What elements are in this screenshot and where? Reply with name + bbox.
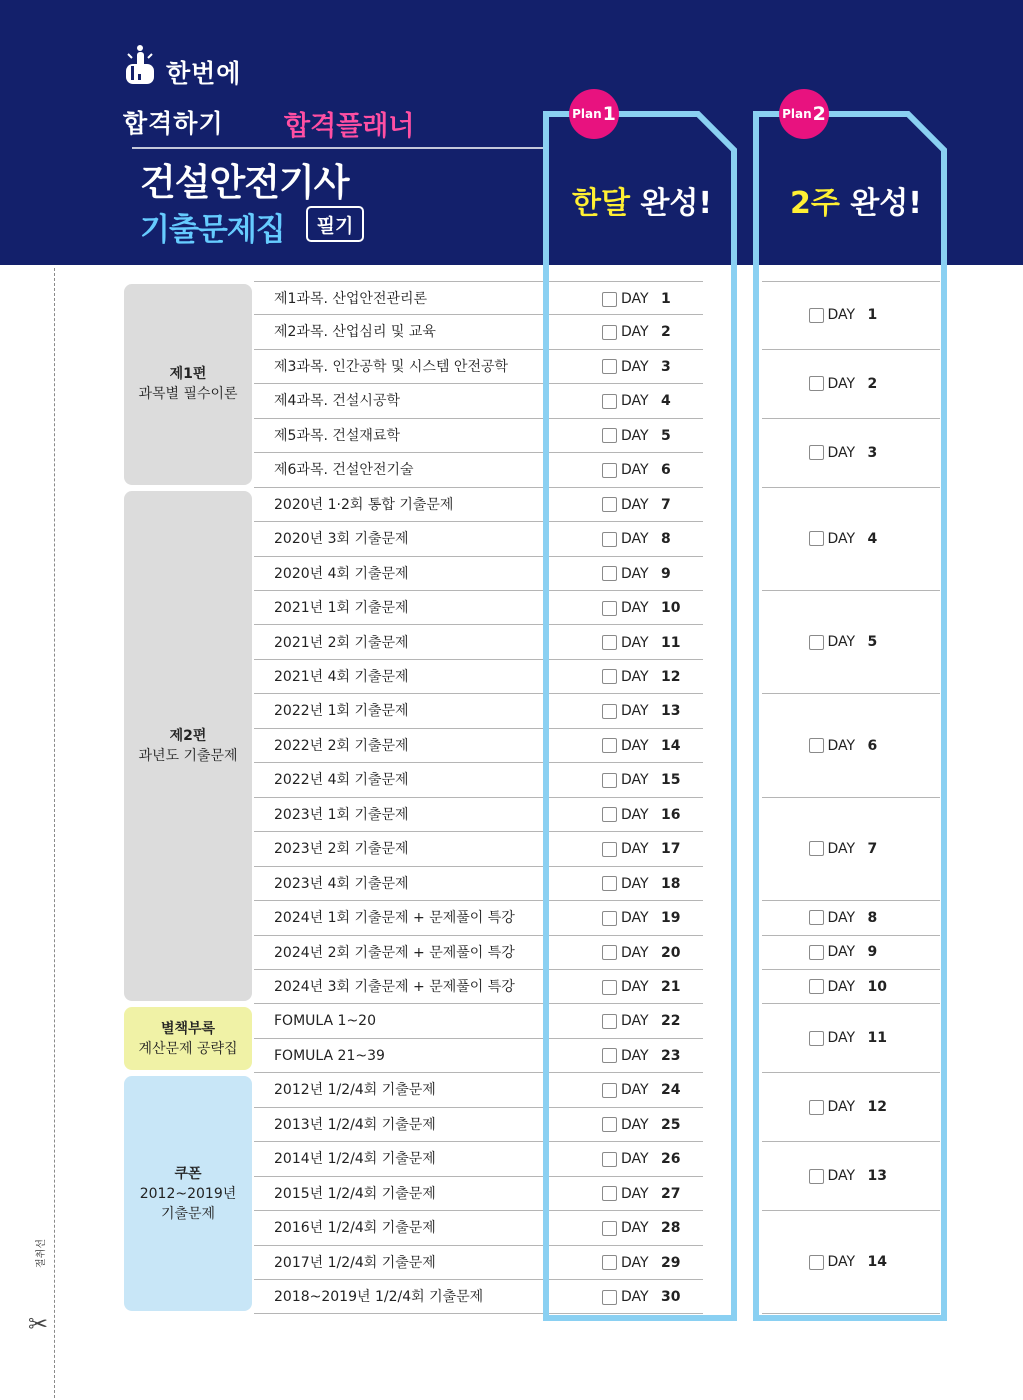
day-label: DAY bbox=[621, 462, 649, 479]
day-number: 28 bbox=[661, 1220, 681, 1237]
subject-label: 2022년 1회 기출문제 bbox=[274, 703, 409, 720]
day-number: 30 bbox=[661, 1289, 681, 1306]
plan1-title bbox=[572, 178, 712, 222]
subject-label: 2022년 4회 기출문제 bbox=[274, 772, 409, 789]
day-number: 6 bbox=[661, 462, 671, 479]
day-label: DAY bbox=[827, 1254, 856, 1271]
subject-label: 2020년 4회 기출문제 bbox=[274, 565, 409, 582]
day-number: 7 bbox=[661, 496, 671, 513]
day-number: 15 bbox=[661, 772, 681, 789]
day-label: DAY bbox=[827, 1168, 856, 1185]
day-label: DAY bbox=[621, 772, 649, 789]
day-label: DAY bbox=[621, 944, 649, 961]
day-label: DAY bbox=[621, 565, 649, 582]
day-label: DAY bbox=[621, 1116, 649, 1133]
day-number: 1 bbox=[661, 291, 671, 307]
day-label: DAY bbox=[827, 909, 856, 926]
day-label: DAY bbox=[621, 324, 649, 341]
subject-label: 2021년 4회 기출문제 bbox=[274, 668, 409, 685]
subject-label: FOMULA 1~20 bbox=[274, 1013, 376, 1030]
subject-label: 2022년 2회 기출문제 bbox=[274, 737, 409, 754]
day-label: DAY bbox=[621, 393, 649, 410]
day-label: DAY bbox=[827, 737, 856, 754]
section-subtitle: 기출문제 bbox=[160, 1205, 216, 1222]
day-number: 13 bbox=[867, 1168, 887, 1185]
subject-label: FOMULA 21~39 bbox=[274, 1047, 385, 1064]
day-label: DAY bbox=[621, 841, 649, 858]
subject-label: 2024년 3회 기출문제 + 문제풀이 특강 bbox=[274, 979, 515, 995]
day-number: 23 bbox=[661, 1047, 681, 1064]
day-label: DAY bbox=[621, 1151, 649, 1168]
day-number: 29 bbox=[661, 1254, 681, 1271]
scissors-icon: ✂ bbox=[28, 1310, 49, 1338]
day-number: 20 bbox=[661, 944, 681, 961]
subject-label: 2018~2019년 1/2/4회 기출문제 bbox=[274, 1289, 484, 1306]
day-label: DAY bbox=[621, 668, 649, 685]
plan2-badge bbox=[779, 89, 829, 139]
day-number: 2 bbox=[661, 324, 671, 341]
day-label: DAY bbox=[621, 875, 649, 892]
day-label: DAY bbox=[827, 444, 856, 461]
day-number: 14 bbox=[661, 737, 681, 754]
day-label: DAY bbox=[621, 1185, 649, 1202]
subject-label: 2020년 1·2회 통합 기출문제 bbox=[274, 496, 454, 513]
day-number: 1 bbox=[867, 307, 878, 324]
day-number: 9 bbox=[661, 565, 671, 582]
subject-label: 제4과목. 건설시공학 bbox=[274, 393, 400, 410]
day-number: 13 bbox=[661, 703, 681, 720]
subject-label: 2020년 3회 기출문제 bbox=[274, 531, 409, 548]
day-number: 3 bbox=[661, 358, 671, 375]
plan2-badge-number: 2 bbox=[812, 103, 826, 125]
day-number: 7 bbox=[867, 840, 878, 857]
subject-label: 2012년 1/2/4회 기출문제 bbox=[274, 1082, 436, 1099]
day-label: DAY bbox=[827, 944, 856, 961]
subject-label: 2017년 1/2/4회 기출문제 bbox=[274, 1254, 436, 1271]
day-label: DAY bbox=[827, 634, 856, 651]
day-label: DAY bbox=[621, 531, 649, 548]
plan1-badge bbox=[569, 89, 619, 139]
day-label: DAY bbox=[621, 427, 649, 444]
subject-label: 2023년 1회 기출문제 bbox=[274, 806, 409, 823]
section-title: 제2편 bbox=[169, 728, 207, 745]
section-subtitle: 과목별 필수이론 bbox=[138, 386, 238, 403]
subject-label: 제1과목. 산업안전관리론 bbox=[274, 291, 428, 307]
subject-label: 2015년 1/2/4회 기출문제 bbox=[274, 1185, 436, 1202]
section-subtitle: 계산문제 공략집 bbox=[138, 1040, 238, 1057]
subject-label: 제3과목. 인간공학 및 시스템 안전공학 bbox=[274, 358, 509, 375]
plan1-title-rest: 완성! bbox=[629, 186, 713, 221]
book-subtitle: 기출문제집 bbox=[140, 212, 285, 248]
day-label: DAY bbox=[621, 1047, 649, 1064]
day-number: 19 bbox=[661, 910, 681, 927]
day-label: DAY bbox=[621, 1254, 649, 1271]
book-title: 건설안전기사 bbox=[140, 161, 349, 204]
subject-label: 2023년 4회 기출문제 bbox=[274, 875, 409, 892]
day-label: DAY bbox=[621, 634, 649, 651]
subject-label: 2023년 2회 기출문제 bbox=[274, 841, 409, 858]
subject-label: 제6과목. 건설안전기술 bbox=[274, 462, 414, 479]
day-number: 4 bbox=[867, 530, 878, 547]
day-number: 9 bbox=[867, 944, 878, 961]
day-label: DAY bbox=[827, 375, 856, 392]
day-label: DAY bbox=[621, 600, 649, 617]
day-label: DAY bbox=[827, 530, 856, 547]
day-label: DAY bbox=[621, 979, 649, 995]
day-number: 17 bbox=[661, 841, 681, 858]
day-number: 11 bbox=[661, 634, 681, 651]
day-number: 26 bbox=[661, 1151, 681, 1168]
day-label: DAY bbox=[621, 1289, 649, 1306]
section-title: 쿠폰 bbox=[174, 1165, 202, 1182]
day-number: 12 bbox=[661, 668, 681, 685]
day-number: 22 bbox=[661, 1013, 681, 1030]
day-number: 25 bbox=[661, 1116, 681, 1133]
subject-label: 2021년 1회 기출문제 bbox=[274, 600, 409, 617]
subject-label: 제2과목. 산업심리 및 교육 bbox=[274, 324, 436, 341]
day-label: DAY bbox=[621, 1013, 649, 1030]
day-label: DAY bbox=[827, 1030, 856, 1047]
day-number: 4 bbox=[661, 393, 671, 410]
planner-tag: 합격플래너 bbox=[284, 111, 415, 142]
plan1-badge-label: Plan bbox=[572, 107, 602, 121]
day-number: 21 bbox=[661, 979, 681, 995]
section-subtitle: 2012~2019년 bbox=[139, 1185, 237, 1202]
brand-line-1: 한번에 bbox=[166, 59, 242, 88]
day-number: 10 bbox=[867, 978, 887, 995]
plan2-badge-label: Plan bbox=[782, 107, 812, 121]
day-number: 8 bbox=[867, 909, 878, 926]
day-label: DAY bbox=[827, 978, 856, 995]
plan2-title bbox=[790, 178, 922, 222]
subject-label: 2024년 1회 기출문제 + 문제풀이 특강 bbox=[274, 910, 515, 927]
day-label: DAY bbox=[621, 291, 649, 307]
day-number: 3 bbox=[867, 444, 878, 461]
subject-label: 2021년 2회 기출문제 bbox=[274, 634, 409, 651]
day-number: 18 bbox=[661, 875, 681, 892]
subject-label: 2024년 2회 기출문제 + 문제풀이 특강 bbox=[274, 944, 515, 961]
subject-label: 제5과목. 건설재료학 bbox=[274, 427, 400, 444]
day-number: 11 bbox=[867, 1030, 887, 1047]
subject-label: 2016년 1/2/4회 기출문제 bbox=[274, 1220, 436, 1237]
day-label: DAY bbox=[827, 1099, 856, 1116]
section-title: 제1편 bbox=[169, 366, 207, 383]
day-number: 10 bbox=[661, 600, 681, 617]
day-label: DAY bbox=[621, 737, 649, 754]
written-exam-badge: 필기 bbox=[306, 206, 364, 242]
day-label: DAY bbox=[621, 703, 649, 720]
day-label: DAY bbox=[621, 358, 649, 375]
day-number: 12 bbox=[867, 1099, 887, 1116]
subject-label: 2014년 1/2/4회 기출문제 bbox=[274, 1151, 436, 1168]
plan2-title-rest: 완성! bbox=[839, 186, 922, 221]
day-number: 2 bbox=[867, 375, 878, 392]
day-label: DAY bbox=[621, 496, 649, 513]
day-number: 8 bbox=[661, 531, 671, 548]
day-number: 14 bbox=[867, 1254, 887, 1271]
day-number: 5 bbox=[661, 427, 671, 444]
day-number: 16 bbox=[661, 806, 681, 823]
subject-label: 2013년 1/2/4회 기출문제 bbox=[274, 1116, 436, 1133]
day-number: 5 bbox=[867, 634, 878, 651]
day-label: DAY bbox=[621, 1082, 649, 1099]
day-number: 27 bbox=[661, 1185, 681, 1202]
day-label: DAY bbox=[621, 910, 649, 927]
section-subtitle: 과년도 기출문제 bbox=[138, 748, 238, 765]
day-label: DAY bbox=[621, 1220, 649, 1237]
plan1-badge-number: 1 bbox=[602, 103, 616, 125]
day-number: 6 bbox=[867, 737, 878, 754]
day-label: DAY bbox=[621, 806, 649, 823]
cutting-line-label: 절취선 bbox=[36, 1239, 47, 1268]
day-label: DAY bbox=[827, 840, 856, 857]
brand-line-2: 합격하기 bbox=[123, 109, 224, 138]
day-label: DAY bbox=[827, 307, 856, 324]
day-number: 24 bbox=[661, 1082, 681, 1099]
section-title: 별책부록 bbox=[160, 1020, 216, 1037]
plan2-title-highlight: 2주 bbox=[790, 186, 840, 221]
plan1-title-highlight: 한달 bbox=[572, 186, 630, 221]
